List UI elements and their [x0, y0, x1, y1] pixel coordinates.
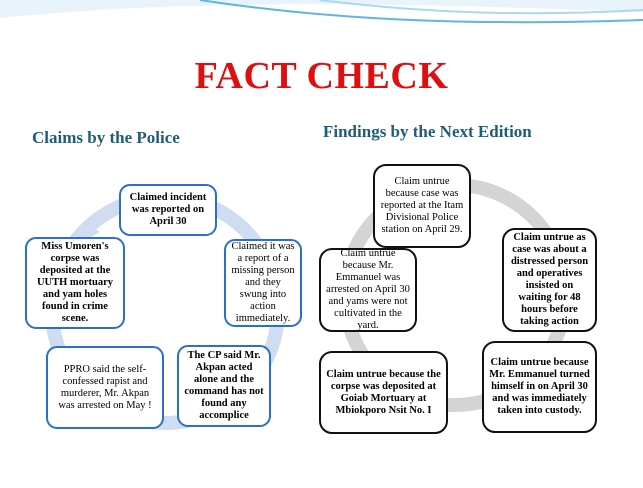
police-claim-box-5: [25, 237, 125, 329]
police-claim-text-3: The CP said Mr. Akpan acted alone and the command has not found any accomplice: [184, 350, 264, 421]
police-claim-box-1: [119, 184, 217, 236]
police-claim-text-5: Miss Umoren's corpse was deposited at the UUTH mortuary and yam holes found in crime scene.: [36, 241, 114, 324]
finding-box-2: [502, 228, 597, 332]
finding-text-4: Claim untrue because the corpse was deposited at Goiab Mortuary at Mbiokporo Nsit No. I: [326, 368, 441, 416]
finding-box-3: [482, 341, 597, 433]
finding-text-3: Claim untrue because Mr. Emmanuel turned himself in on April 30 and was immediately taken into custody.: [489, 357, 590, 416]
police-claim-text-4: PPRO said the self-confessed rapist and murderer, Mr. Akpan was arrested on May !: [58, 363, 152, 411]
finding-box-4: [319, 351, 448, 434]
page-title: FACT CHECK: [194, 55, 449, 97]
finding-text-5: Claim untrue because Mr. Emmanuel was arrested on April 30 and yams were not cultivated in the yard.: [326, 248, 410, 331]
finding-text-2: Claim untrue as case was about a distressed person and operatives insisted on waiting for 48 hours before taking action: [510, 232, 589, 327]
police-claim-box-2: [224, 239, 302, 327]
police-claim-text-2: Claimed it was a report of a missing person and they swung into action immediately.: [231, 241, 295, 324]
police-claim-box-3: [177, 345, 271, 427]
finding-box-5: [319, 248, 417, 332]
finding-text-1: Claim untrue because case was reported at the Itam Divisional Police station on April 29.: [380, 176, 464, 235]
police-claim-box-4: [46, 346, 164, 429]
right-heading: Findings by the Next Edition: [323, 122, 532, 141]
police-claim-text-1: Claimed incident was reported on April 30: [129, 192, 207, 227]
finding-box-1: [373, 164, 471, 248]
left-heading: Claims by the Police: [32, 128, 180, 147]
